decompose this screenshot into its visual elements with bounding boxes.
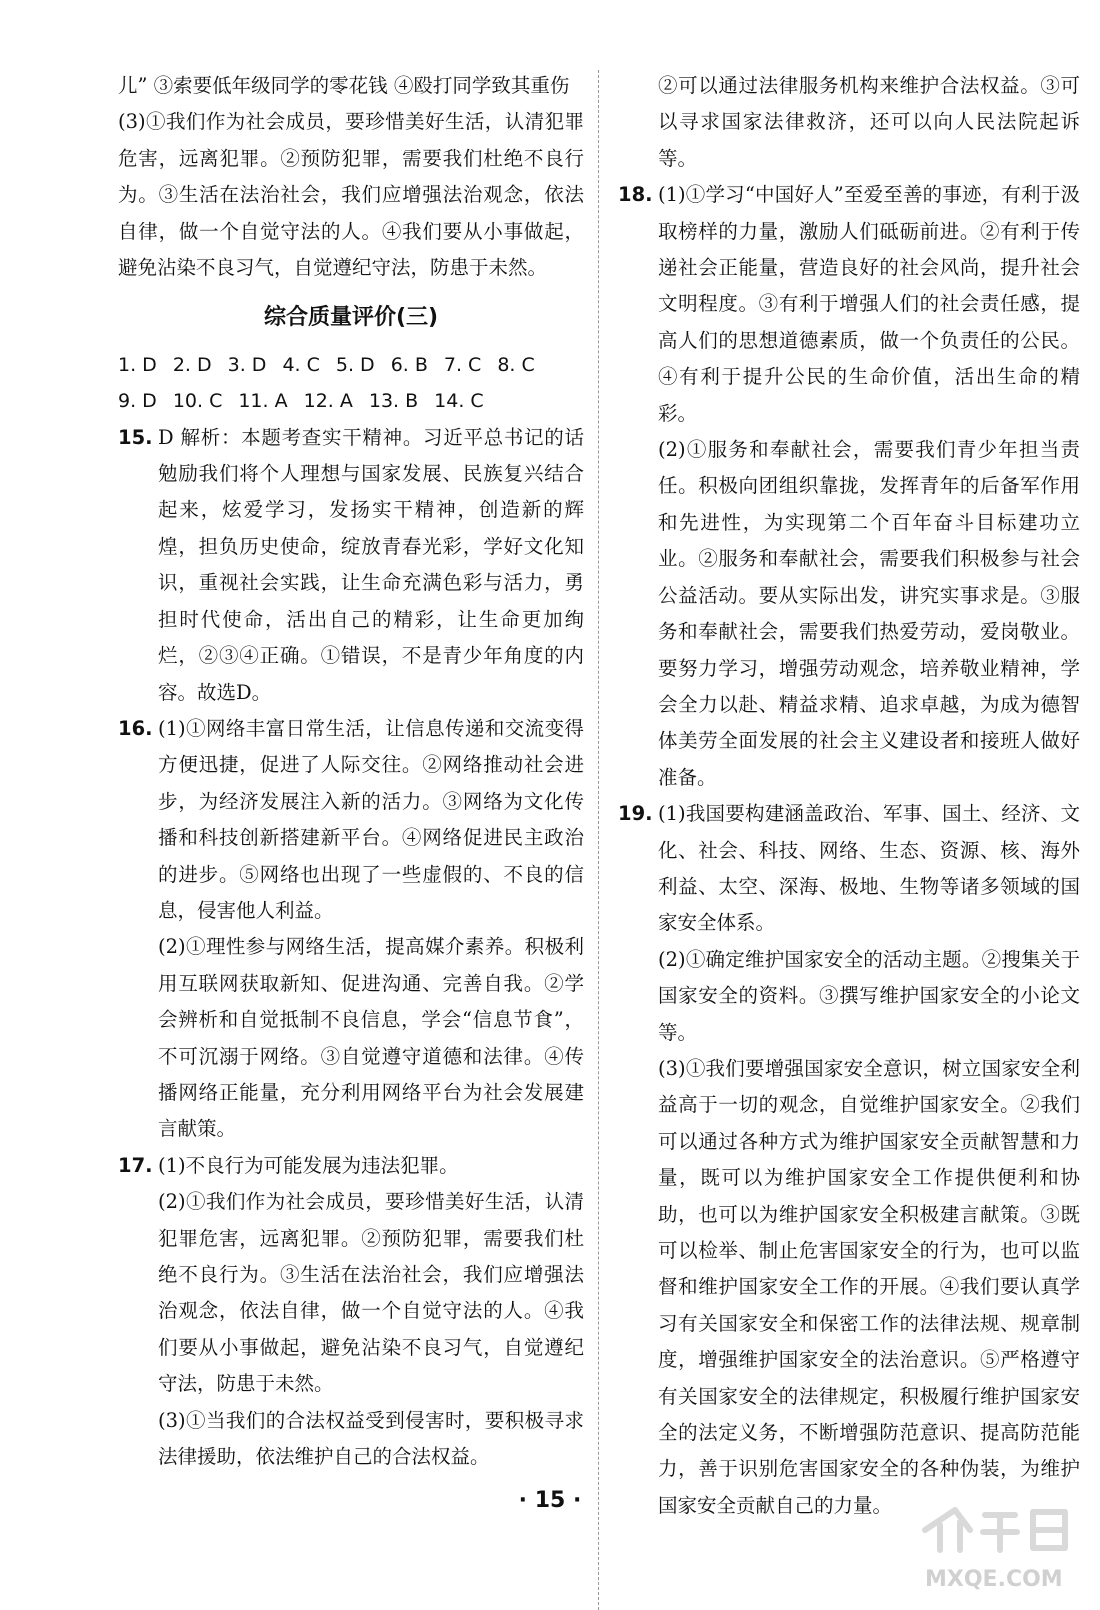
continuation-paragraph: ②可以通过法律服务机构来维护合法权益。③可以寻求国家法律救济，还可以向人民法院起诉等。 xyxy=(658,74,1080,170)
question-number: 15. xyxy=(118,425,153,449)
column-divider xyxy=(598,70,599,1610)
question-17-part-1: (1)不良行为可能发展为违法犯罪。 xyxy=(158,1153,459,1177)
question-17-part-3: (3)①当我们的合法权益受到侵害时，要积极寻求法律援助，依法维护自己的合法权益。 xyxy=(158,1408,584,1469)
question-16 xyxy=(118,711,584,1148)
question-18 xyxy=(618,177,1080,796)
continuation-line: 儿” ③索要低年级同学的零花钱 ④殴打同学致其重伤 xyxy=(118,74,570,97)
answer-5: 5. D xyxy=(335,353,375,376)
question-16-part-2: (2)①理性参与网络生活，提高媒介素养。积极利用互联网获取新知、促进沟通、完善自我。②学会辨析和自觉抵制不良信息，学会“信息节食”，不可沉溺于网络。③自觉遵守道德和法律。④传播网络正能量，充分利用网络平台为社会发展建言献策。 xyxy=(158,935,584,1141)
left-column xyxy=(118,68,584,1475)
answer-6: 6. B xyxy=(390,353,428,376)
watermark-text: MXQE.COM xyxy=(925,1567,1063,1592)
answer-8: 8. C xyxy=(497,353,535,376)
question-17-part-2: (2)①我们作为社会成员，要珍惜美好生活，认清犯罪危害，远离犯罪。②预防犯罪，需要我们杜绝不良行为。③生活在法治社会，我们应增强法治观念，依法自律，做一个自觉守法的人。④我们要从小事做起，避免沾染不良习气，自觉遵纪守法，防患于未然。 xyxy=(158,1190,584,1396)
answer-14: 14. C xyxy=(434,390,484,413)
question-19-part-1: (1)我国要构建涵盖政治、军事、国土、经济、文化、社会、科技、网络、生态、资源、核、海外利益、太空、深海、极地、生物等诸多领域的国家安全体系。 xyxy=(658,802,1080,935)
answer-row-2 xyxy=(118,383,584,419)
question-18-part-1: (1)①学习“中国好人”至爱至善的事迹，有利于汲取榜样的力量，激励人们砥砺前进。②有利于传递社会正能量，营造良好的社会风尚，提升社会文明程度。③有利于增强人们的社会责任感，提高人们的思想道德素质，做一个负责任的公民。④有利于提升公民的生命价值，活出生命的精彩。 xyxy=(658,183,1080,425)
answer-12: 12. A xyxy=(303,390,353,413)
question-16-part-1: (1)①网络丰富日常生活，让信息传递和交流变得方便迅捷，促进了人际交往。②网络推动社会进步，为经济发展注入新的活力。③网络为文化传播和科技创新搭建新平台。④网络促进民主政治的进步。⑤网络也出现了一些虚假的、不良的信息，侵害他人利益。 xyxy=(158,716,584,922)
answer-1: 1. D xyxy=(118,353,157,376)
continuation-paragraph: (3)①我们作为社会成员，要珍惜美好生活，认清犯罪危害，远离犯罪。②预防犯罪，需要我们杜绝不良行为。③生活在法治社会，我们应增强法治观念，依法自律，做一个自觉守法的人。④我们要从小事做起，避免沾染不良习气，自觉遵纪守法，防患于未然。 xyxy=(118,110,584,280)
question-number: 17. xyxy=(118,1153,153,1177)
answer-11: 11. A xyxy=(238,390,288,413)
question-19 xyxy=(618,796,1080,1524)
question-number: 19. xyxy=(618,802,653,826)
answer-7: 7. C xyxy=(443,353,482,376)
question-number: 16. xyxy=(118,716,153,740)
question-17 xyxy=(118,1148,584,1476)
right-column xyxy=(618,68,1080,1524)
answer-2: 2. D xyxy=(172,353,212,376)
question-18-part-2: (2)①服务和奉献社会，需要我们青少年担当责任。积极向团组织靠拢，发挥青年的后备军作用和先进性，为实现第二个百年奋斗目标建功立业。②服务和奉献社会，需要我们积极参与社会公益活动。要从实际出发，讲究实事求是。③服务和奉献社会，需要我们热爱劳动，爱岗敬业。要努力学习，增强劳动观念，培养敬业精神，学会全力以赴、精益求精、追求卓越，为成为德智体美劳全面发展的社会主义建设者和接班人做好准备。 xyxy=(658,438,1080,789)
answer-row-1 xyxy=(118,347,584,383)
answer-9: 9. D xyxy=(118,390,157,413)
answer-4: 4. C xyxy=(282,353,320,376)
question-15 xyxy=(118,420,584,711)
section-title: 综合质量评价(三) xyxy=(263,305,439,331)
question-15-explanation: D 解析：本题考查实干精神。习近平总书记的话勉励我们将个人理想与国家发展、民族复兴结合起来，炫爱学习，发扬实干精神，创造新的辉煌，担负历史使命，绽放青春光彩，学好文化知识，重视社会实践，让生命充满色彩与活力，勇担时代使命，活出自己的精彩，让生命更加绚烂，②③④正确。①错误，不是青少年角度的内容。故选D。 xyxy=(158,425,584,704)
question-19-part-2: (2)①确定维护国家安全的活动主题。②搜集关于国家安全的资料。③撰写维护国家安全的小论文等。 xyxy=(658,947,1080,1044)
question-19-part-3: (3)①我们要增强国家安全意识，树立国家安全利益高于一切的观念，自觉维护国家安全。②我们可以通过各种方式为维护国家安全贡献智慧和力量，既可以为维护国家安全工作提供便利和协助，也可以为维护国家安全积极建言献策。③既可以检举、制止危害国家安全的行为，也可以监督和维护国家安全工作的开展。④我们要认真学习有关国家安全和保密工作的法律法规、规章制度，增强维护国家安全的法治意识。⑤严格遵守有关国家安全的法律规定，积极履行维护国家安全的法定义务，不断增强防范意识、提高防范能力，善于识别危害国家安全的各种伪装，为维护国家安全贡献自己的力量。 xyxy=(658,1056,1080,1517)
answer-13: 13. B xyxy=(368,390,419,413)
page-number: · 15 · xyxy=(518,1488,582,1513)
question-number: 18. xyxy=(618,183,653,207)
watermark-logo xyxy=(915,1500,1090,1592)
answer-10: 10. C xyxy=(172,390,223,413)
answer-3: 3. D xyxy=(227,353,267,376)
